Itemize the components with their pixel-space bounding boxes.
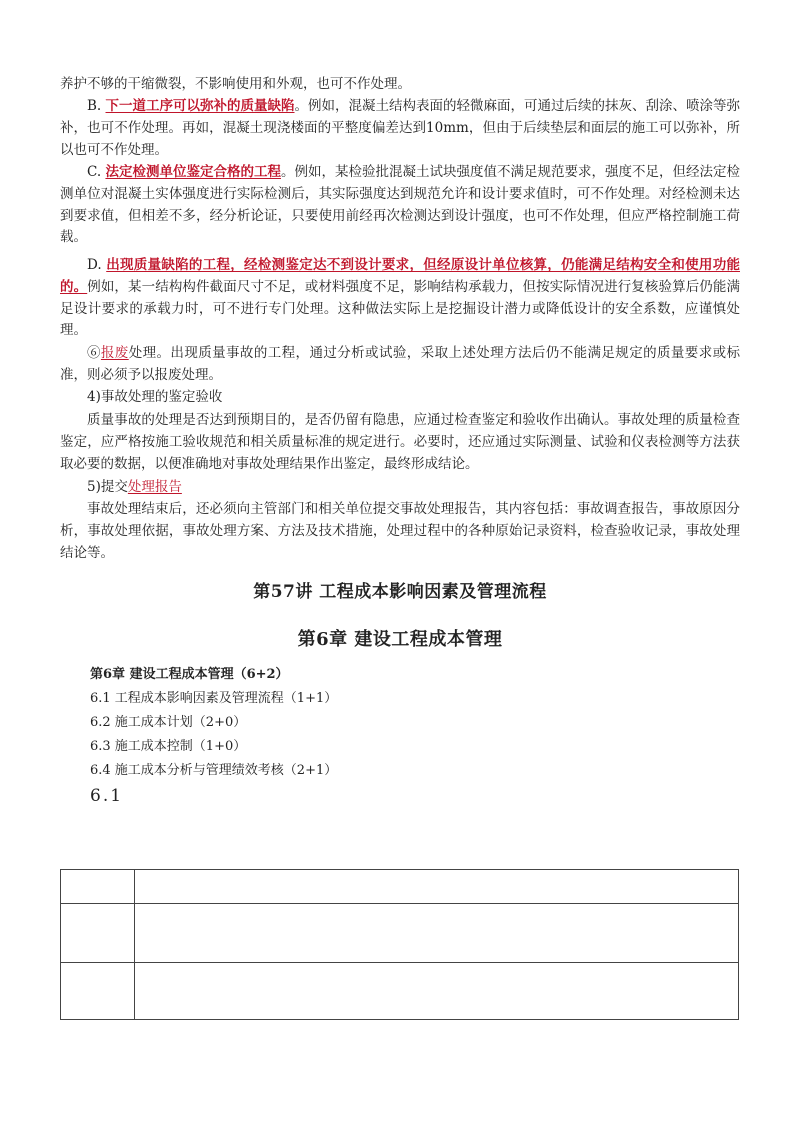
paragraph-item-c [60,162,740,249]
item-prefix: B. [87,98,102,114]
subheading-text: 5)提交 [87,479,128,495]
section-label: 6.1 [90,786,124,806]
table-row [61,904,738,963]
table-cell [135,870,738,903]
table-cell [135,904,738,962]
item-prefix: ⑥ [87,345,101,361]
table-row [61,963,738,1019]
paragraph-report [60,499,740,564]
subheading-text: 4)事故处理的鉴定验收 [87,389,223,405]
paragraph-text: 处理。出现质量事故的工程，通过分析或试验，采取上述处理方法后仍不能满足规定的质量要求或标准，则必须予以报废处理。 [60,345,741,383]
toc-item: 6.4 施工成本分析与管理绩效考核（2+1） [90,763,338,778]
paragraph-text: 养护不够的干缩微裂，不影响使用和外观，也可不作处理。 [60,76,411,92]
empty-table [60,869,739,1020]
highlight-text: 处理报告 [127,479,182,495]
subheading-report [60,477,740,499]
toc-item: 6.1 工程成本影响因素及管理流程（1+1） [90,691,338,706]
paragraph-item-b [60,96,740,161]
chapter-title: 第6章 建设工程成本管理 [297,629,503,650]
toc-title: 第6章 建设工程成本管理（6+2） [90,667,289,682]
paragraph-acceptance [60,410,740,475]
paragraph-text: 。例如，某检验批混凝土试块强度值不满足规范要求，强度不足，但经法定检测单位对混凝土实体强度进行实际检测后，其实际强度达到规范允许和设计要求值时，可不作处理。对经检测未达到要求值，但相差不多，经分析论证，只要使用前经再次检测达到设计强度，也可不作处理，但应严格控制施工荷载。 [60,164,741,246]
toc-item: 6.2 施工成本计划（2+0） [90,715,247,730]
paragraph-item-d [60,255,740,342]
paragraph-shrinkage-crack [60,74,740,96]
item-prefix: C. [87,164,102,180]
paragraph-text: 质量事故的处理是否达到预期目的，是否仍留有隐患，应通过检查鉴定和验收作出确认。事故处理的质量检查鉴定，应严格按施工验收规范和相关质量标准的规定进行。必要时，还应通过实际测量、试验和仪表检测等方法获取必要的数据，以便准确地对事故处理结果作出鉴定，最终形成结论。 [60,412,740,472]
table-cell [135,963,738,1019]
highlight-text: 下一道工序可以弥补的质量缺陷 [105,98,295,114]
paragraph-text: 事故处理结束后，还必须向主管部门和相关单位提交事故处理报告，其内容包括：事故调查报告，事故原因分析，事故处理依据，事故处理方案、方法及技术措施，处理过程中的各种原始记录资料，检查验收记录，事故处理结论等。 [60,501,740,561]
highlight-text: 报废 [100,345,129,361]
paragraph-scrap [60,343,740,387]
table-cell [61,904,135,962]
subheading-acceptance [60,387,740,409]
highlight-text: 法定检测单位鉴定合格的工程 [105,164,281,180]
table-cell [61,963,135,1019]
item-prefix: D. [87,257,102,273]
highlight-text: 出现质量缺陷的工程，经检测鉴定达不到设计要求，但经原设计单位核算，仍能满足结构安全和使用功能的。 [60,257,740,295]
table-cell [61,870,135,903]
paragraph-text: 例如，某一结构构件截面尺寸不足，或材料强度不足，影响结构承载力，但按实际情况进行复核验算后仍能满足设计要求的承载力时，可不进行专门处理。这种做法实际上是挖掘设计潜力或降低设计的安全系数，应谨慎处理。 [60,278,741,339]
table-row [61,870,738,904]
lecture-title: 第57讲 工程成本影响因素及管理流程 [253,582,547,602]
toc-item: 6.3 施工成本控制（1+0） [90,739,247,754]
paragraph-text: 。例如，混凝土结构表面的轻微麻面，可通过后续的抹灰、刮涂、喷涂等弥补，也可不作处理。再如，混凝土现浇楼面的平整度偏差达到10mm，但由于后续垫层和面层的施工可以弥补，所以也可不作处理。 [60,98,741,158]
